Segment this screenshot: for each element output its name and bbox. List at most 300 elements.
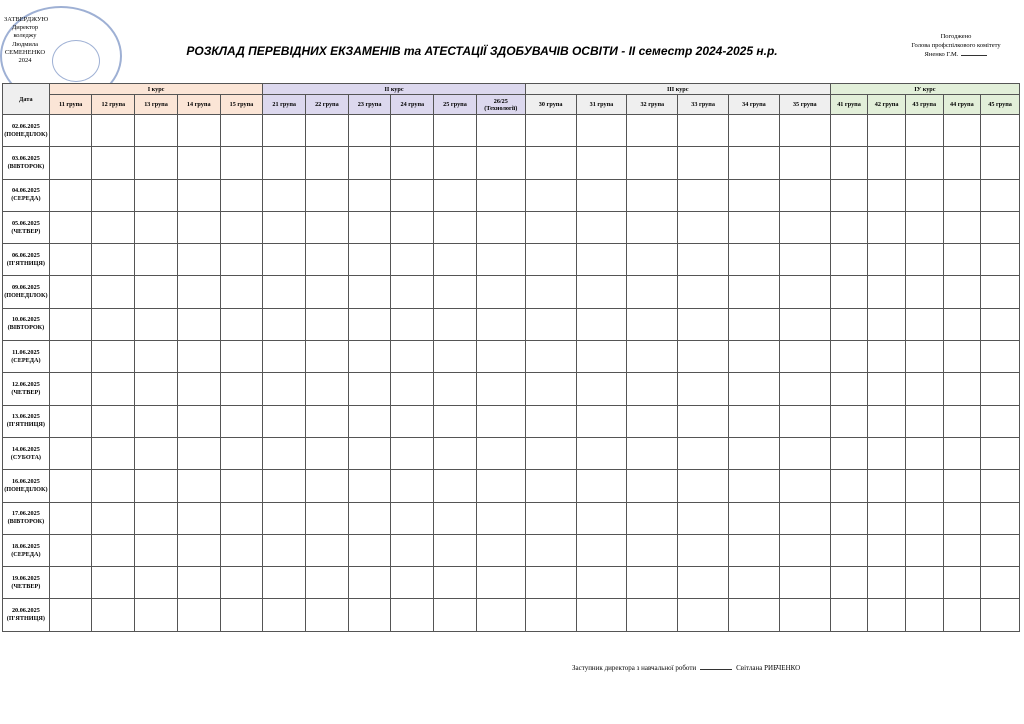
schedule-cell [830, 534, 868, 566]
schedule-cell [779, 115, 830, 147]
schedule-body [3, 115, 1020, 632]
schedule-cell [476, 276, 525, 308]
schedule-cell [981, 276, 1020, 308]
schedule-cell [868, 341, 906, 373]
schedule-cell [905, 308, 943, 340]
day-weekday: (П'ЯТНИЦЯ) [6, 421, 45, 429]
schedule-cell [220, 147, 263, 179]
schedule-cell [830, 341, 868, 373]
day-row [3, 437, 1020, 469]
schedule-cell [92, 405, 135, 437]
approval-line: Людмила [12, 40, 38, 48]
schedule-cell [779, 211, 830, 243]
day-cell [3, 437, 50, 469]
schedule-cell [779, 373, 830, 405]
schedule-cell [905, 534, 943, 566]
schedule-cell [434, 147, 477, 179]
schedule-cell [476, 341, 525, 373]
schedule-cell [981, 437, 1020, 469]
schedule-cell [49, 179, 92, 211]
schedule-cell [177, 211, 220, 243]
group-header: 30 група [525, 95, 576, 115]
schedule-cell [868, 405, 906, 437]
schedule-cell [135, 115, 178, 147]
schedule-cell [177, 179, 220, 211]
day-row [3, 147, 1020, 179]
group-header: 13 група [135, 95, 178, 115]
schedule-cell [729, 179, 780, 211]
schedule-cell [220, 599, 263, 631]
schedule-cell [306, 599, 349, 631]
day-cell [3, 502, 50, 534]
course-header-1: І курс [49, 84, 263, 95]
schedule-cell [263, 244, 306, 276]
schedule-cell [49, 308, 92, 340]
schedule-cell [729, 405, 780, 437]
schedule-cell [220, 115, 263, 147]
schedule-cell [306, 567, 349, 599]
schedule-cell [135, 147, 178, 179]
schedule-cell [779, 147, 830, 179]
agreement-block [896, 32, 1016, 59]
schedule-cell [306, 308, 349, 340]
schedule-cell [576, 599, 627, 631]
day-date: 16.06.2025 [11, 477, 40, 485]
schedule-cell [627, 437, 678, 469]
schedule-cell [678, 341, 729, 373]
schedule-cell [729, 276, 780, 308]
approval-line: СЕМЕНЕНКО [4, 48, 46, 56]
schedule-cell [576, 502, 627, 534]
schedule-cell [576, 567, 627, 599]
schedule-cell [627, 373, 678, 405]
schedule-cell [348, 115, 391, 147]
schedule-cell [306, 276, 349, 308]
schedule-cell [220, 308, 263, 340]
group-header: 42 група [868, 95, 906, 115]
day-date: 18.06.2025 [11, 542, 40, 550]
group-header: 25 група [434, 95, 477, 115]
day-date: 05.06.2025 [11, 219, 40, 227]
group-header: 22 група [306, 95, 349, 115]
schedule-cell [678, 211, 729, 243]
schedule-cell [391, 179, 434, 211]
schedule-cell [830, 567, 868, 599]
schedule-cell [476, 437, 525, 469]
schedule-cell [92, 470, 135, 502]
approval-line: 2024 [18, 57, 32, 65]
schedule-cell [678, 179, 729, 211]
schedule-cell [434, 341, 477, 373]
schedule-cell [868, 502, 906, 534]
schedule-cell [525, 115, 576, 147]
schedule-cell [525, 276, 576, 308]
group-header: 12 група [92, 95, 135, 115]
group-header: 23 група [348, 95, 391, 115]
schedule-cell [729, 341, 780, 373]
schedule-cell [348, 373, 391, 405]
schedule-cell [391, 437, 434, 469]
group-header: 21 група [263, 95, 306, 115]
schedule-cell [348, 567, 391, 599]
schedule-cell [627, 276, 678, 308]
schedule-cell [263, 308, 306, 340]
day-cell [3, 405, 50, 437]
schedule-cell [434, 308, 477, 340]
schedule-cell [177, 405, 220, 437]
course-header-4: ІУ курс [830, 84, 1019, 95]
schedule-cell [263, 211, 306, 243]
schedule-cell [220, 211, 263, 243]
schedule-cell [49, 244, 92, 276]
day-weekday: (ЧЕТВЕР) [11, 227, 41, 235]
schedule-cell [220, 341, 263, 373]
schedule-cell [830, 244, 868, 276]
day-row [3, 599, 1020, 631]
day-row [3, 567, 1020, 599]
schedule-cell [729, 115, 780, 147]
schedule-cell [263, 276, 306, 308]
schedule-cell [525, 373, 576, 405]
schedule-cell [391, 244, 434, 276]
schedule-cell [905, 179, 943, 211]
schedule-cell [981, 244, 1020, 276]
schedule-cell [981, 405, 1020, 437]
schedule-cell [177, 147, 220, 179]
day-weekday: (ВІВТОРОК) [7, 324, 45, 332]
schedule-cell [627, 567, 678, 599]
schedule-cell [627, 599, 678, 631]
agreement-line: Голова профспілкового комітету [911, 42, 1001, 49]
schedule-cell [135, 276, 178, 308]
schedule-cell [981, 115, 1020, 147]
schedule-cell [348, 308, 391, 340]
schedule-cell [525, 470, 576, 502]
day-cell [3, 179, 50, 211]
schedule-cell [92, 437, 135, 469]
schedule-cell [627, 502, 678, 534]
day-weekday: (ЧЕТВЕР) [11, 389, 41, 397]
schedule-cell [525, 211, 576, 243]
schedule-cell [263, 567, 306, 599]
schedule-cell [391, 211, 434, 243]
schedule-cell [177, 470, 220, 502]
schedule-cell [868, 115, 906, 147]
schedule-cell [92, 373, 135, 405]
day-date: 09.06.2025 [11, 284, 40, 292]
schedule-cell [220, 179, 263, 211]
schedule-cell [943, 244, 981, 276]
schedule-cell [905, 147, 943, 179]
schedule-cell [49, 599, 92, 631]
schedule-cell [391, 534, 434, 566]
day-date: 14.06.2025 [11, 445, 40, 453]
schedule-cell [981, 534, 1020, 566]
schedule-cell [981, 179, 1020, 211]
day-weekday: (П'ЯТНИЦЯ) [6, 615, 45, 623]
schedule-cell [135, 373, 178, 405]
schedule-cell [306, 502, 349, 534]
schedule-cell [135, 211, 178, 243]
schedule-cell [306, 211, 349, 243]
schedule-cell [220, 276, 263, 308]
schedule-cell [830, 308, 868, 340]
seal-emblem [52, 40, 100, 82]
schedule-cell [263, 115, 306, 147]
approval-line: Директор [11, 24, 39, 32]
group-header: 24 група [391, 95, 434, 115]
schedule-cell [943, 115, 981, 147]
schedule-cell [135, 502, 178, 534]
schedule-cell [678, 244, 729, 276]
schedule-cell [476, 308, 525, 340]
schedule-cell [779, 502, 830, 534]
schedule-cell [476, 179, 525, 211]
schedule-cell [576, 276, 627, 308]
schedule-cell [943, 341, 981, 373]
schedule-cell [92, 211, 135, 243]
approval-line: ЗАТВЕРДЖУЮ [4, 16, 49, 23]
schedule-cell [434, 599, 477, 631]
schedule-cell [627, 147, 678, 179]
group-header: 43 група [905, 95, 943, 115]
day-date: 20.06.2025 [11, 607, 40, 615]
schedule-cell [177, 115, 220, 147]
schedule-cell [476, 244, 525, 276]
schedule-cell [220, 244, 263, 276]
schedule-cell [779, 244, 830, 276]
schedule-cell [868, 470, 906, 502]
schedule-cell [49, 470, 92, 502]
schedule-cell [220, 437, 263, 469]
schedule-cell [306, 341, 349, 373]
schedule-cell [92, 534, 135, 566]
schedule-cell [729, 534, 780, 566]
schedule-cell [391, 373, 434, 405]
schedule-cell [348, 147, 391, 179]
schedule-cell [135, 179, 178, 211]
day-date: 12.06.2025 [11, 381, 40, 389]
schedule-cell [306, 147, 349, 179]
schedule-cell [434, 276, 477, 308]
schedule-cell [434, 437, 477, 469]
day-cell [3, 373, 50, 405]
group-header: 44 група [943, 95, 981, 115]
day-weekday: (ВІВТОРОК) [7, 518, 45, 526]
schedule-cell [92, 147, 135, 179]
day-row [3, 470, 1020, 502]
course-header-3: ІІІ курс [525, 84, 830, 95]
schedule-cell [868, 179, 906, 211]
schedule-cell [135, 405, 178, 437]
schedule-cell [434, 115, 477, 147]
schedule-cell [476, 534, 525, 566]
schedule-cell [576, 470, 627, 502]
schedule-cell [678, 567, 729, 599]
schedule-cell [263, 405, 306, 437]
schedule-cell [981, 373, 1020, 405]
day-weekday: (ЧЕТВЕР) [11, 582, 41, 590]
schedule-cell [729, 567, 780, 599]
group-header: 15 група [220, 95, 263, 115]
schedule-cell [981, 211, 1020, 243]
schedule-cell [943, 373, 981, 405]
day-row [3, 211, 1020, 243]
schedule-cell [830, 405, 868, 437]
group-header: 31 група [576, 95, 627, 115]
group-header: 34 група [729, 95, 780, 115]
schedule-cell [49, 373, 92, 405]
day-weekday: (ПОНЕДІЛОК) [4, 485, 48, 493]
day-date: 10.06.2025 [11, 316, 40, 324]
schedule-cell [92, 308, 135, 340]
schedule-cell [576, 244, 627, 276]
day-weekday: (ВІВТОРОК) [7, 162, 45, 170]
schedule-cell [348, 211, 391, 243]
schedule-cell [135, 599, 178, 631]
schedule-cell [434, 502, 477, 534]
schedule-cell [92, 115, 135, 147]
schedule-cell [576, 341, 627, 373]
schedule-cell [92, 179, 135, 211]
schedule-cell [729, 437, 780, 469]
approval-line: коледжу [13, 32, 37, 40]
schedule-cell [779, 437, 830, 469]
schedule-cell [434, 211, 477, 243]
day-cell [3, 599, 50, 631]
day-date: 13.06.2025 [11, 413, 40, 421]
schedule-cell [905, 341, 943, 373]
schedule-cell [981, 599, 1020, 631]
schedule-cell [678, 502, 729, 534]
page-title: РОЗКЛАД ПЕРЕВІДНИХ ЕКЗАМЕНІВ та АТЕСТАЦІЇ ЗДОБУВАЧІВ ОСВІТИ - II семестр 2024-2025 н.р. [186, 44, 778, 58]
schedule-cell [476, 405, 525, 437]
schedule-cell [348, 405, 391, 437]
day-cell [3, 470, 50, 502]
schedule-cell [905, 373, 943, 405]
day-row [3, 405, 1020, 437]
schedule-cell [135, 567, 178, 599]
schedule-cell [905, 276, 943, 308]
schedule-cell [525, 244, 576, 276]
schedule-cell [135, 437, 178, 469]
schedule-cell [981, 502, 1020, 534]
schedule-cell [678, 373, 729, 405]
schedule-cell [943, 179, 981, 211]
schedule-cell [729, 244, 780, 276]
schedule-cell [263, 179, 306, 211]
schedule-cell [943, 308, 981, 340]
schedule-cell [391, 502, 434, 534]
schedule-cell [391, 567, 434, 599]
day-date: 06.06.2025 [11, 251, 40, 259]
day-cell [3, 147, 50, 179]
schedule-cell [830, 437, 868, 469]
schedule-cell [92, 502, 135, 534]
schedule-cell [981, 308, 1020, 340]
schedule-cell [263, 534, 306, 566]
schedule-cell [391, 341, 434, 373]
schedule-cell [729, 147, 780, 179]
schedule-cell [391, 276, 434, 308]
date-column-header: Дата [3, 84, 50, 115]
schedule-cell [779, 341, 830, 373]
day-cell [3, 211, 50, 243]
schedule-cell [306, 470, 349, 502]
schedule-cell [92, 244, 135, 276]
group-header: 45 група [981, 95, 1020, 115]
day-date: 17.06.2025 [11, 510, 40, 518]
schedule-cell [779, 308, 830, 340]
exam-schedule-table [2, 83, 1020, 632]
group-header: 33 група [678, 95, 729, 115]
schedule-cell [779, 179, 830, 211]
schedule-cell [868, 211, 906, 243]
footer-position: Заступник директора з навчальної роботи [572, 664, 697, 672]
agreement-signer: Яненко Г.М. [924, 51, 959, 58]
group-header: 41 група [830, 95, 868, 115]
schedule-cell [576, 373, 627, 405]
schedule-cell [263, 437, 306, 469]
schedule-cell [348, 341, 391, 373]
schedule-cell [943, 534, 981, 566]
schedule-cell [627, 244, 678, 276]
schedule-cell [905, 599, 943, 631]
schedule-cell [905, 470, 943, 502]
day-weekday: (СЕРЕДА) [11, 195, 41, 203]
schedule-cell [830, 599, 868, 631]
schedule-cell [263, 599, 306, 631]
schedule-cell [830, 470, 868, 502]
schedule-cell [830, 373, 868, 405]
group-header: 32 група [627, 95, 678, 115]
day-cell [3, 115, 50, 147]
schedule-cell [476, 599, 525, 631]
schedule-cell [92, 276, 135, 308]
schedule-cell [576, 534, 627, 566]
schedule-cell [306, 534, 349, 566]
schedule-cell [348, 599, 391, 631]
schedule-cell [348, 276, 391, 308]
schedule-cell [263, 341, 306, 373]
schedule-cell [391, 405, 434, 437]
schedule-cell [868, 599, 906, 631]
schedule-cell [868, 567, 906, 599]
schedule-cell [627, 341, 678, 373]
schedule-cell [678, 147, 729, 179]
schedule-cell [476, 373, 525, 405]
schedule-cell [943, 470, 981, 502]
day-row [3, 341, 1020, 373]
day-row [3, 179, 1020, 211]
schedule-cell [348, 244, 391, 276]
day-cell [3, 276, 50, 308]
schedule-cell [220, 534, 263, 566]
schedule-cell [627, 308, 678, 340]
schedule-cell [905, 502, 943, 534]
schedule-cell [348, 470, 391, 502]
schedule-cell [868, 244, 906, 276]
schedule-cell [391, 599, 434, 631]
schedule-cell [678, 437, 729, 469]
day-cell [3, 341, 50, 373]
day-date: 19.06.2025 [11, 574, 40, 582]
schedule-cell [476, 115, 525, 147]
schedule-cell [306, 373, 349, 405]
schedule-cell [92, 599, 135, 631]
schedule-cell [49, 437, 92, 469]
schedule-cell [434, 373, 477, 405]
